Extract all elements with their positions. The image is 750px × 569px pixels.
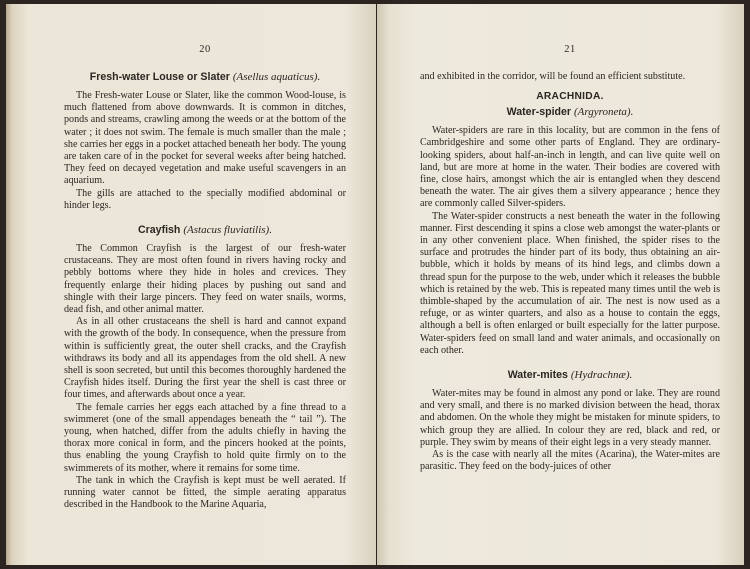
- left-page: [6, 4, 376, 565]
- heading-text: Crayfish: [138, 224, 181, 237]
- paragraph: The tank in which the Crayfish is kept must be well aerated. If running water cannot be fitted, the simple aerating apparatus described in the Handbook to the Marine Aquaria,: [64, 474, 346, 511]
- paragraph-carryover: and exhibited in the corridor, will be found an efficient substitute.: [420, 71, 686, 82]
- heading-scientific-name: (Astacus fluviatilis).: [183, 224, 272, 237]
- paragraph: The Common Crayfish is the largest of our fresh-water crustaceans. They are most often found in rivers having rocky and pebbly bottoms where they hide in holes and crevices. They frequently enlarge their hiding places by pushing out sand and shingle with their large pincers. They feed on water snails, worms, dead fish, and other animal matter.: [64, 243, 346, 316]
- section-heading-water-spider: [420, 106, 720, 118]
- paragraph: As is the case with nearly all the mites (Acarina), the Water-mites are parasitic. They feed on the body-juices of other: [420, 449, 720, 473]
- section-heading-slater: [64, 71, 346, 83]
- page-number-right: 21: [564, 44, 576, 55]
- paragraph: Water-mites may be found in almost any pond or lake. They are round and very small, and there is no marked division between the head, thorax and abdomen. On the whole they might be mistaken for minute spiders, to which group they are allied. In colour they are red, black and red, or purple. They swim by means of their eight legs in a very steady manner.: [420, 388, 720, 448]
- heading-scientific-name: (Asellus aquaticus).: [232, 71, 321, 83]
- page-number-left: 20: [199, 44, 211, 55]
- paragraph: The Water-spider constructs a nest beneath the water in the following manner. First descending it spins a close web amongst the water-plants or in any other convenient place. When finished, the spider rises to the surface and protrudes the hinder part of its body, thus obtaining an air-bubble, which it holds by means of its hind legs, and climbs down a thread spun for the purpose to the web, under which it releases the bubble which is retained by the web. This is repeated many times until the web is thimble-shaped by the accumulation of air. The nest is now used as a refuge, or as winter quarters, and also as a house to contain the eggs, although a bell is often enlarged or built especially for the latter purpose. Water-spiders feed on small land and water animals, and occasionally on each other.: [420, 210, 720, 356]
- heading-text: Fresh-water Louse or Slater: [89, 71, 230, 83]
- section-heading-crayfish: [64, 224, 346, 236]
- heading-text: Water-spider: [506, 106, 572, 119]
- heading-text: Water-mites: [507, 369, 568, 382]
- paragraph: The Fresh-water Louse or Slater, like the common Wood-louse, is much flattened from above downwards. It is common in ditches, ponds and streams, crawling among the weeds or at the bottom of the water ; it does not swim. The female is much smaller than the male ; she carries her eggs in a pocket attached beneath her body. The young are taken care of in the pocket for several weeks after being hatched. They feed on decayed vegetation and make useful scavengers in an aquarium.: [64, 90, 346, 187]
- heading-scientific-name: (Hydrachnæ).: [570, 369, 633, 382]
- right-page: [377, 4, 744, 565]
- heading-scientific-name: (Argyroneta).: [573, 106, 634, 119]
- section-heading-water-mites: [420, 369, 720, 381]
- paragraph: Water-spiders are rare in this locality, but are common in the fens of Cambridgeshire and some other parts of England. They are ordinary-looking spiders, about half-an-inch in length, and can live quite well on land, but are more at home in the water. Their bodies are covered with fine, close hairs, amongst which the air is entangled when they descend beneath the water. The air gives them a silvery appearance ; hence they are commonly called Silver-spiders.: [420, 125, 720, 210]
- paragraph: As in all other crustaceans the shell is hard and cannot expand with the growth of the body. In consequence, when the pressure from within is sufficiently great, the outer shell cracks, and the Crayfish withdraws its body and all its appendages from the old shell. A new shell is soon secreted, but until this becomes thoroughly hardened the Crayfish hides itself. During the first year the shell is cast three or four times, and afterwards about once a year.: [64, 316, 346, 401]
- paragraph: The gills are attached to the specially modified abdominal or hinder legs.: [64, 187, 346, 211]
- paragraph: The female carries her eggs each attached by a fine thread to a swimmeret (one of the small appendages beneath the “ tail ”). The young, when hatched, differ from the adults chiefly in having the thorax more conical in form, and the pincers hooked at the points, thus enabling the young Crayfish to hold quite firmly on to the swimmerets of its mother, where it remains for some time.: [64, 401, 346, 474]
- class-title: ARACHNIDA.: [536, 91, 604, 103]
